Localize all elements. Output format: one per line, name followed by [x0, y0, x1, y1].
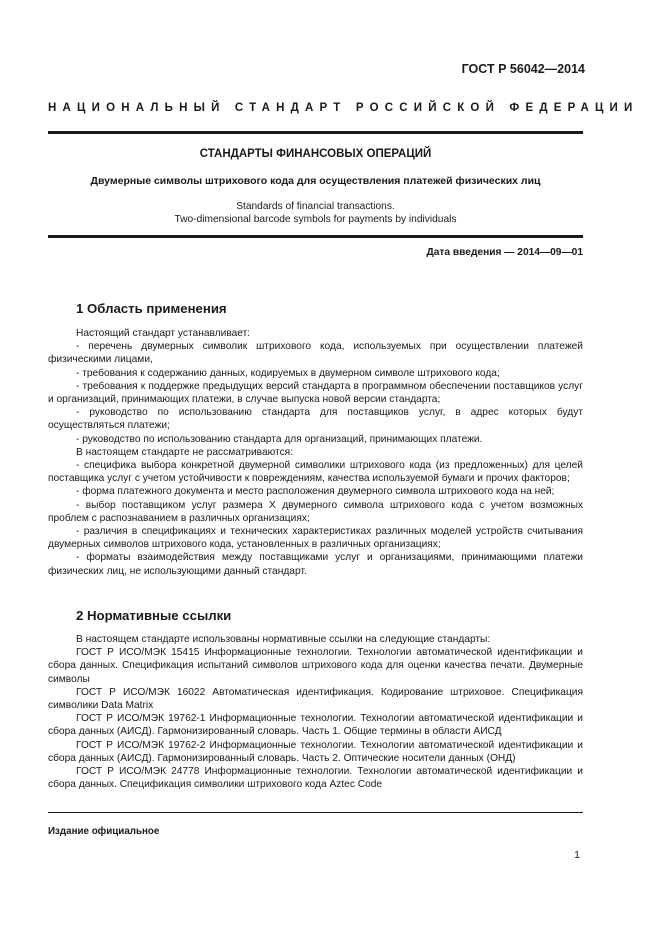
english-title	[48, 200, 583, 226]
english-title-line-1: Standards of financial transactions.	[236, 201, 395, 212]
paragraph: - форма платежного документа и место расположения двумерного символа штрихового кода на ней;	[76, 486, 555, 498]
paragraph: ГОСТ Р ИСО/МЭК 24778 Информационные технологии. Технологии автоматической идентификации и сбора данных. Спецификация символики штрихового кода Aztec Code	[48, 766, 583, 791]
english-title-line-2: Two-dimensional barcode symbols for payments by individuals	[174, 214, 457, 225]
footer-divider	[48, 812, 583, 813]
paragraph: - требования к поддержке предыдущих версий стандарта в программном обеспечении поставщиков услуг и организаций, принимающих платежи, в случае выпуска новой версии стандарта;	[48, 380, 583, 406]
section-1-heading: 1 Область применения	[76, 301, 227, 316]
edition-note: Издание официальное	[48, 826, 160, 837]
paragraph: В настоящем стандарте использованы нормативные ссылки на следующие стандарты:	[76, 634, 491, 645]
paragraph: - различия в спецификациях и технических характеристиках различных моделей устройств считывания двумерных символов штрихового кода, установленных в различных организациях;	[48, 526, 583, 551]
paragraph: - форматы взаимодействия между поставщиками услуг и организациями, принимающими платежи физических лиц, не использующими данный стандарт.	[48, 552, 583, 577]
paragraph: ГОСТ Р ИСО/МЭК 19762-1 Информационные технологии. Технологии автоматической идентификации и сбора данных (АИСД). Гармонизированный словарь. Часть 1. Общие термины в области АИСД	[48, 713, 583, 738]
paragraph: - выбор поставщиком услуг размера X двумерного символа штрихового кода с учетом возможных проблем с распознаванием в различных организациях;	[48, 499, 583, 524]
paragraph: ГОСТ Р ИСО/МЭК 19762-2 Информационные технологии. Технологии автоматической идентификации и сбора данных (АИСД). Гармонизированный словарь. Часть 2. Оптические носители данных (ОНД)	[48, 739, 583, 764]
paragraph: В настоящем стандарте не рассматриваются:	[76, 446, 294, 458]
paragraph: - руководство по использованию стандарта для организаций, принимающих платежи.	[76, 433, 483, 445]
page-number: 1	[574, 849, 580, 861]
document-code: ГОСТ Р 56042—2014	[461, 62, 585, 76]
effective-date: Дата введения — 2014—09—01	[426, 247, 583, 258]
paragraph: - специфика выбора конкретной двумерной символики штрихового кода (из предложенных) для целей поставщика услуг с учетом устойчивости к повреждениям, качества используемой бумаги и прочих факторов;	[48, 460, 583, 485]
paragraph: - перечень двумерных символик штрихового кода, используемых при осуществлении платежей физическими лицами,	[48, 341, 583, 366]
paragraph: - руководство по использованию стандарта для поставщиков услуг, в адрес которых будут осуществляться платежи;	[48, 407, 583, 432]
paragraph: Настоящий стандарт устанавливает:	[76, 328, 251, 339]
document-subtitle: Двумерные символы штрихового кода для осуществления платежей физических лиц	[90, 175, 541, 187]
document-title: СТАНДАРТЫ ФИНАНСОВЫХ ОПЕРАЦИЙ	[199, 148, 432, 160]
paragraph: ГОСТ Р ИСО/МЭК 16022 Автоматическая идентификация. Кодирование штриховое. Спецификация символики Data Matrix	[48, 686, 583, 712]
paragraph: ГОСТ Р ИСО/МЭК 15415 Информационные технологии. Технологии автоматической идентификации и сбора данных. Спецификация испытаний символов штрихового кода для оценки качества печати. Двумерные символы	[48, 647, 583, 685]
section-2-heading: 2 Нормативные ссылки	[76, 608, 232, 623]
national-standard-header: НАЦИОНАЛЬНЫЙ СТАНДАРТ РОССИЙСКОЙ ФЕДЕРАЦИИ	[48, 102, 639, 114]
title-divider	[48, 235, 583, 238]
header-divider	[48, 131, 583, 134]
section-2-body	[48, 633, 583, 791]
section-1-body	[48, 327, 583, 578]
paragraph: - требования к содержанию данных, кодируемых в двумерном символе штрихового кода;	[76, 367, 500, 379]
